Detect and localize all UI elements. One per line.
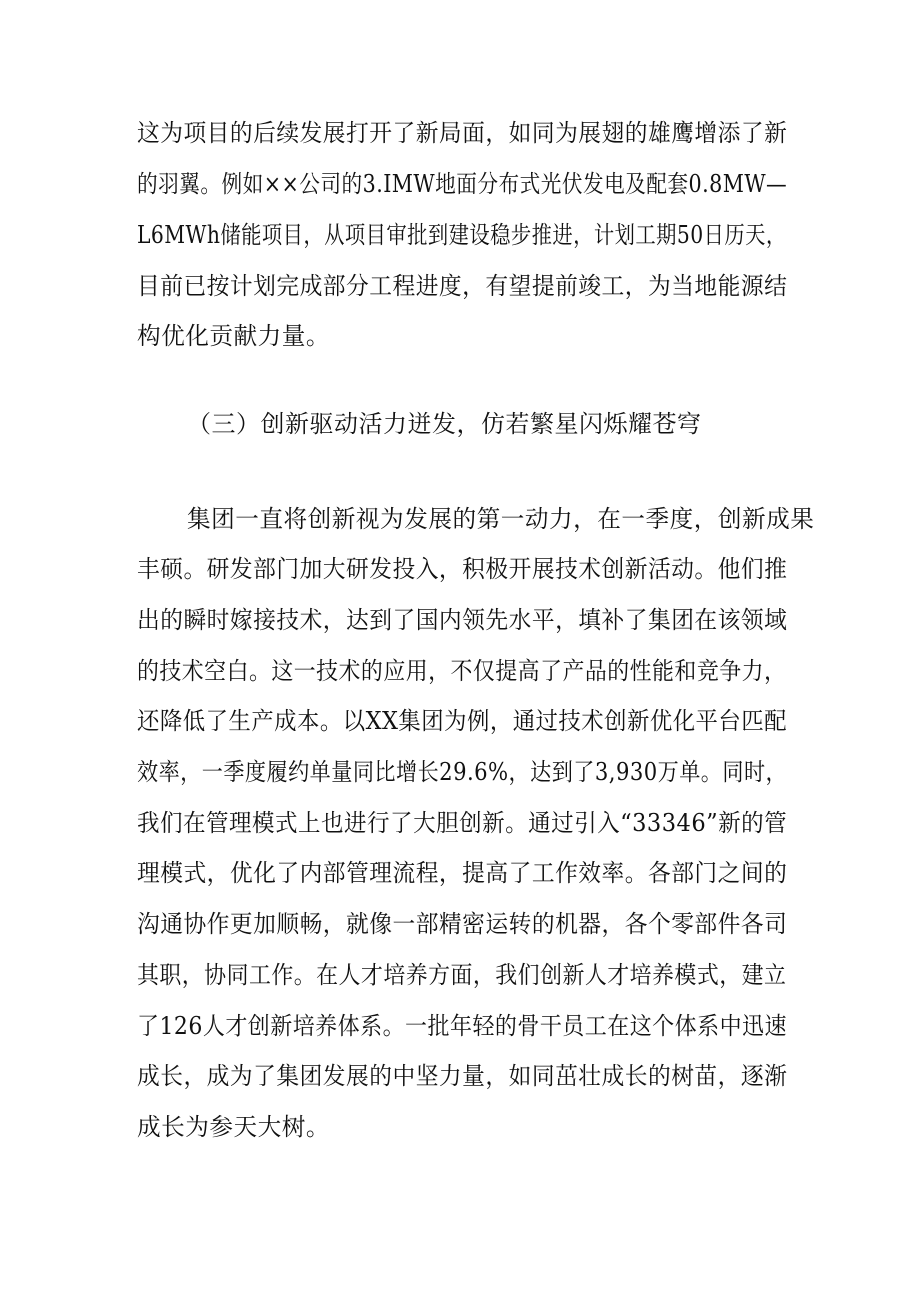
paragraph-line: 理模式，优化了内部管理流程，提高了工作效率。各部门之间的 xyxy=(137,859,788,887)
paragraph-line: 其职，协同工作。在人才培养方面，我们创新人才培养模式，建立 xyxy=(137,961,787,989)
section-heading: （三）创新驱动活力迸发，仿若繁星闪烁耀苍穹 xyxy=(187,410,702,438)
paragraph-line: L6MWh储能项目，从项目审批到建设稳步推进，计划工期50日历天， xyxy=(137,221,787,249)
paragraph-line: 了126人才创新培养体系。一批年轻的骨干员工在这个体系中迅速 xyxy=(137,1012,787,1040)
paragraph-line: 的羽翼。例如××公司的3.IMW地面分布式光伏发电及配套0.8MW— xyxy=(137,170,788,198)
paragraph-line: 这为项目的后续发展打开了新局面，如同为展翅的雄鹰增添了新 xyxy=(137,119,788,147)
paragraph-line: 丰硕。研发部门加大研发投入，积极开展技术创新活动。他们推 xyxy=(137,555,788,583)
paragraph-line: 效率，一季度履约单量同比增长29.6%，达到了3,930万单。同时， xyxy=(137,758,788,786)
paragraph-line: 还降低了生产成本。以XX集团为例，通过技术创新优化平台匹配 xyxy=(137,707,787,735)
paragraph-line: 成长，成为了集团发展的中坚力量，如同茁壮成长的树苗，逐渐 xyxy=(137,1062,788,1090)
paragraph-line: 构优化贡献力量。 xyxy=(137,322,331,350)
paragraph-line: 沟通协作更加顺畅，就像一部精密运转的机器，各个零部件各司 xyxy=(137,910,788,938)
paragraph-line: 的技术空白。这一技术的应用，不仅提高了产品的性能和竞争力， xyxy=(137,657,787,685)
paragraph-line: 目前已按计划完成部分工程进度，有望提前竣工，为当地能源结 xyxy=(137,272,788,300)
paragraph-line: 集团一直将创新视为发展的第一动力，在一季度，创新成果 xyxy=(187,505,815,533)
paragraph-line: 出的瞬时嫁接技术，达到了国内领先水平，填补了集团在该领域 xyxy=(137,606,788,634)
paragraph-line: 我们在管理模式上也进行了大胆创新。通过引入“33346”新的管 xyxy=(137,809,788,837)
paragraph-line: 成长为参天大树。 xyxy=(137,1113,331,1141)
